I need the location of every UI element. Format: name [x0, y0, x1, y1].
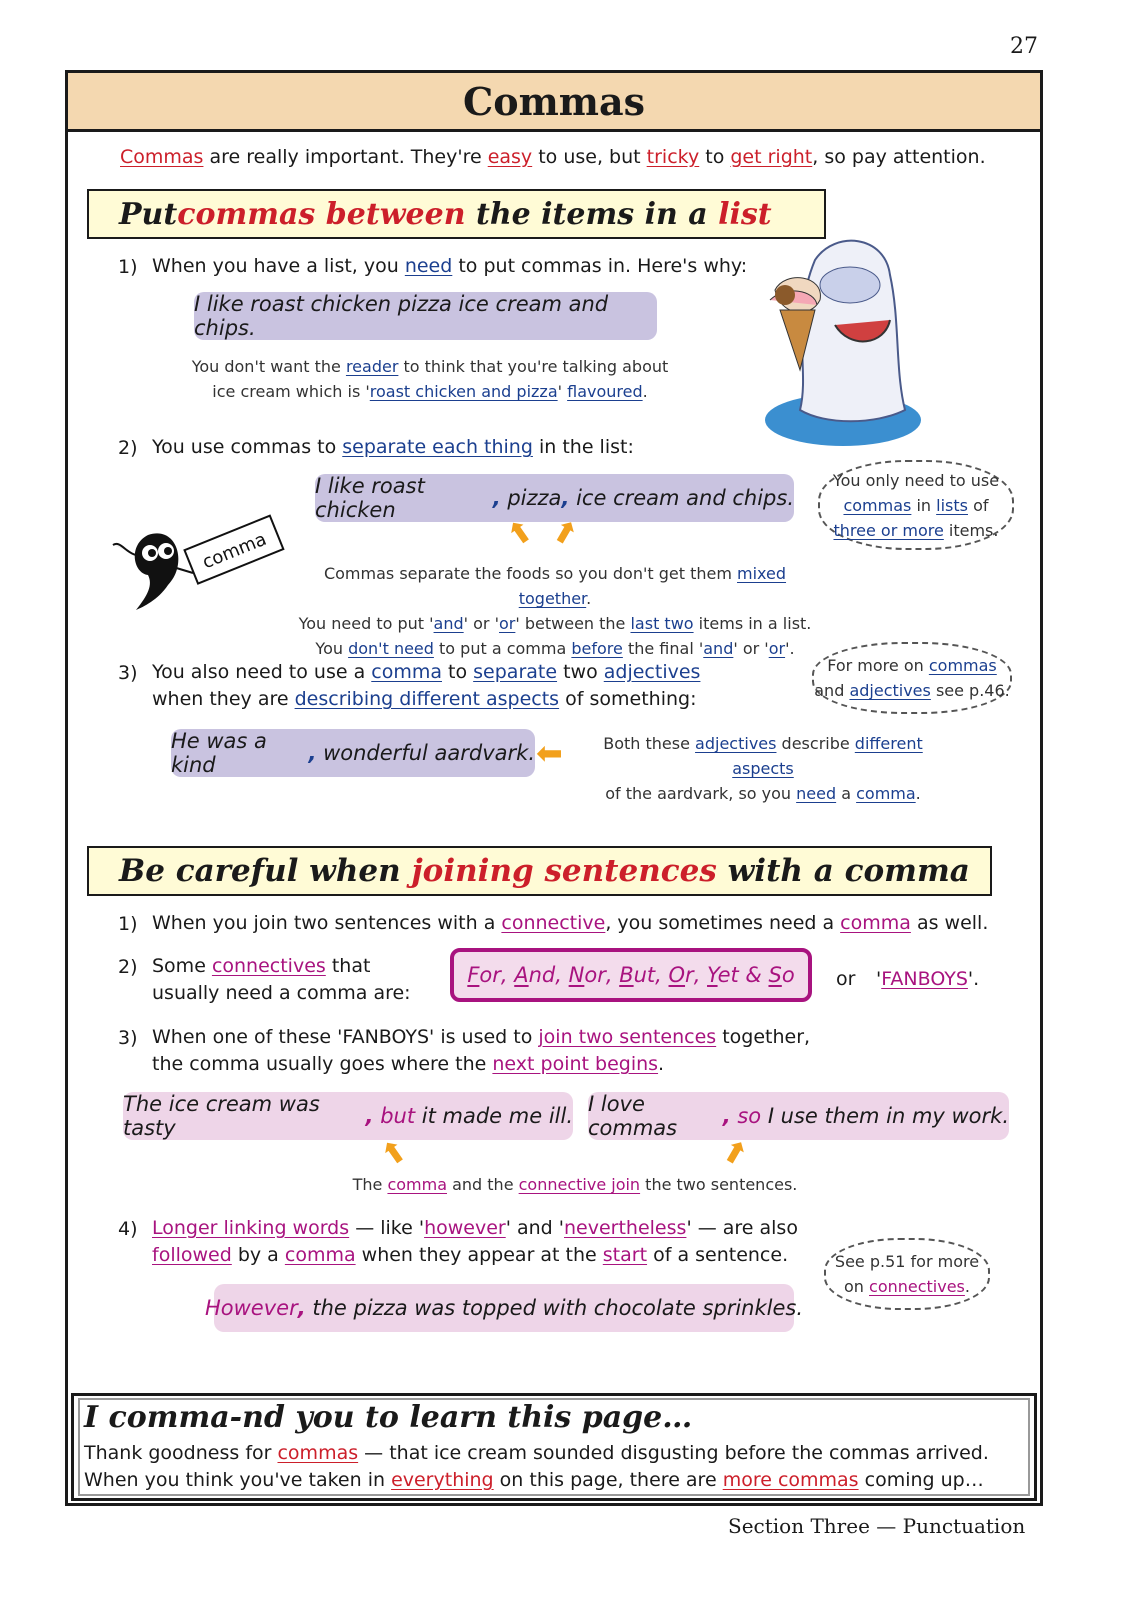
fan-rest: or	[479, 963, 501, 987]
f1-commas: commas	[277, 1442, 359, 1464]
h2-b: joining sentences	[411, 853, 717, 889]
fan-initial: O	[668, 963, 686, 987]
s2p3-a: When one of these 'FANBOYS' is used to	[152, 1026, 539, 1048]
b2-commas: commas	[928, 656, 997, 675]
s1p3-e: two	[557, 661, 604, 683]
sn-comma: comma	[387, 1175, 447, 1194]
n3-i: .	[915, 784, 921, 803]
n2-and2: and	[703, 639, 734, 658]
n3-a: Both these	[603, 734, 696, 753]
n3-g: a	[836, 784, 857, 803]
s2-point1-number: 1)	[118, 913, 138, 935]
fan-rest: ut	[633, 963, 656, 987]
intro-t3: to	[699, 146, 731, 168]
n2-l1c: .	[586, 589, 592, 608]
fan-initial: S	[768, 963, 782, 987]
sx3-comma: ,	[297, 1296, 306, 1320]
s2p4-f: ' — are also	[686, 1217, 798, 1239]
n1-d: ice cream which is '	[212, 382, 370, 401]
intro-t2: to use, but	[532, 146, 647, 168]
n2-mixed: mixed together	[518, 564, 787, 608]
fanboys-label	[876, 966, 979, 993]
n3-need: need	[796, 784, 837, 803]
b3-connectives: connectives	[869, 1277, 965, 1296]
n3-different: different aspects	[732, 734, 923, 778]
n2-or2: or	[768, 639, 786, 658]
b2-adjectives: adjectives	[849, 681, 931, 700]
f1-c: — that ice cream sounded disgusting before the commas arrived.	[358, 1442, 989, 1464]
fan-rest: r	[685, 963, 694, 987]
n2-l3e: the final '	[622, 639, 704, 658]
fanboy-or	[669, 963, 694, 987]
tip-burst-three-or-more	[818, 460, 1014, 550]
intro-commas: Commas	[120, 146, 204, 168]
fanboy-and	[514, 963, 555, 987]
fan-initial: B	[619, 963, 634, 987]
s2-point3-text	[152, 1024, 810, 1078]
n2-l1a: Commas separate the foods so you don't get them	[323, 564, 738, 583]
s2p1-connective: connective	[501, 912, 606, 934]
note-adjectives	[585, 731, 941, 806]
intro-get-right: get right	[730, 146, 813, 168]
s2p4-however: however	[424, 1217, 506, 1239]
h1-a: Put	[119, 196, 178, 232]
tip-burst-see-p46	[812, 642, 1012, 714]
section-heading-lists	[87, 189, 826, 239]
s2p1-c: , you sometimes need a	[605, 912, 841, 934]
fan-initial: Y	[707, 963, 718, 987]
s1-point2-number: 2)	[118, 437, 138, 459]
fanboy-nor	[569, 963, 606, 987]
ex2-comma2: ,	[561, 486, 570, 510]
n2-l2e: ' between the	[515, 614, 631, 633]
s2-point2-text	[152, 953, 411, 1007]
s1p3-i: of something:	[559, 688, 697, 710]
fan-initial: N	[568, 963, 585, 987]
arrow-icon: ⬆	[374, 1131, 415, 1176]
example-so	[588, 1092, 1009, 1140]
s1p3-a: You also need to use a	[152, 661, 372, 683]
b1-lists: lists	[936, 495, 968, 515]
n1-rcp: roast chicken and pizza	[369, 382, 558, 401]
or-word: or	[836, 968, 856, 990]
example-list-no-commas: I like roast chicken pizza ice cream and chips.	[194, 292, 657, 340]
f2-more: more commas	[722, 1469, 859, 1491]
n2-l3c: to put a comma	[433, 639, 572, 658]
intro-t4: , so pay attention.	[812, 146, 986, 168]
s1p3-adjectives: adjectives	[603, 661, 701, 683]
arrow-icon: ⬆	[544, 512, 585, 555]
b3-a: See p.51 for more	[834, 1252, 980, 1271]
n1-c: to think that you're talking about	[398, 357, 669, 376]
s1p1-need: need	[404, 255, 453, 277]
s1-point1-text	[152, 253, 747, 280]
sn-e: the two sentences.	[640, 1175, 798, 1194]
n1-f: '	[557, 382, 568, 401]
section-label: Section Three — Punctuation	[728, 1514, 1026, 1538]
sn-join: connective join	[518, 1175, 641, 1194]
n2-dont-need: don't need	[348, 639, 434, 658]
b2-e: see p.46.	[930, 681, 1010, 700]
s2-point3-number: 3)	[118, 1027, 138, 1049]
summary-title: I comma-nd you to learn this page…	[84, 1400, 693, 1435]
sx1-but: but	[373, 1104, 416, 1128]
n2-and: and	[433, 614, 464, 633]
intro-tricky: tricky	[646, 146, 700, 168]
b1-commas: commas	[843, 495, 912, 515]
s1-point3-text	[152, 659, 700, 713]
arrow-icon: ⬅	[536, 734, 563, 772]
fan-rest: nd	[528, 963, 556, 987]
s2p4-b: — like '	[349, 1217, 425, 1239]
b1-a: You only need to use	[832, 470, 1000, 490]
ex3-comma: ,	[308, 741, 317, 765]
sx1-comma: ,	[365, 1104, 374, 1128]
sx3-however: However	[204, 1296, 298, 1320]
b1-three: three or more	[833, 520, 944, 540]
h2-c: with a comma	[716, 853, 970, 889]
s2p2-connectives: connectives	[211, 955, 326, 977]
n1-flavoured: flavoured	[567, 382, 643, 401]
s1p3-g: when they are	[152, 688, 295, 710]
s2p2-a: Some	[152, 955, 212, 977]
arrow-icon: ⬆	[714, 1132, 755, 1175]
arrow-icon: ⬆	[500, 511, 541, 556]
s2p1-a: When you join two sentences with a	[152, 912, 502, 934]
n1-reader: reader	[345, 357, 399, 376]
s1p3-separate: separate	[473, 661, 558, 683]
s2-point1-text	[152, 910, 988, 937]
n3-comma: comma	[856, 784, 916, 803]
s2p2-c: that	[325, 955, 371, 977]
n2-last-two: last two	[630, 614, 694, 633]
s2p4-followed: followed	[152, 1244, 232, 1266]
fanboy-so	[768, 963, 794, 987]
b2-c: and	[814, 681, 850, 700]
s2-point2-number: 2)	[118, 956, 138, 978]
s2p4-longer: Longer linking words	[152, 1217, 350, 1239]
s1p3-comma: comma	[371, 661, 442, 683]
sn-a: The	[352, 1175, 388, 1194]
summary-line-2	[84, 1469, 984, 1491]
section-heading-joining	[87, 846, 992, 896]
s1p2-separate: separate each thing	[342, 436, 533, 458]
b2-a: For more on	[827, 656, 929, 675]
h1-d: list	[718, 196, 772, 232]
s2p1-e: as well.	[910, 912, 989, 934]
n2-or: or	[499, 614, 516, 633]
n3-adjectives: adjectives	[695, 734, 777, 753]
b1-e: of	[967, 495, 989, 515]
n2-before: before	[571, 639, 623, 658]
note-commas-separate	[290, 561, 820, 661]
s2p3-join: join two sentences	[538, 1026, 717, 1048]
fan-initial: A	[514, 963, 529, 987]
s2p4-start: start	[602, 1244, 648, 1266]
ex3-b: wonderful aardvark.	[316, 741, 535, 765]
s2p3-d: the comma usually goes where the	[152, 1053, 493, 1075]
f2-everything: everything	[391, 1469, 494, 1491]
sx3-b: the pizza was topped with chocolate sprinkles.	[305, 1296, 804, 1320]
sx2-a: I love commas	[588, 1092, 678, 1140]
s2p3-next: next point begins	[492, 1053, 659, 1075]
n2-l2a: You need to put '	[298, 614, 434, 633]
s2p4-h: by a	[231, 1244, 285, 1266]
s2p2-d: usually need a comma are:	[152, 982, 411, 1004]
example-however	[204, 1284, 804, 1332]
intro-text	[120, 146, 986, 168]
fan-rest: et	[717, 963, 739, 987]
intro-easy: easy	[487, 146, 533, 168]
summary-line-1	[84, 1442, 989, 1464]
sx2-d: I use them in my work.	[761, 1104, 1009, 1128]
s2p4-j: when they appear at the	[355, 1244, 603, 1266]
example-but	[123, 1092, 573, 1140]
s2p4-comma: comma	[284, 1244, 356, 1266]
b1-g: items.	[943, 520, 999, 540]
s2p4-d: ' and '	[505, 1217, 564, 1239]
fan-rest: o	[781, 963, 795, 987]
b1-c: in	[911, 495, 937, 515]
s2p1-comma: comma	[840, 912, 911, 934]
note-comma-connective	[340, 1172, 810, 1197]
s1p2-a: You use commas to	[152, 436, 343, 458]
sx1-d: it made me ill.	[415, 1104, 573, 1128]
s1p3-c: to	[442, 661, 474, 683]
s1-point3-number: 3)	[118, 662, 138, 684]
intro-t1: are really important. They're	[203, 146, 488, 168]
s2p4-nevertheless: nevertheless	[564, 1217, 687, 1239]
page-title: Commas	[68, 73, 1040, 132]
tip-burst-see-p51	[824, 1238, 990, 1310]
n3-e: of the aardvark, so you	[605, 784, 797, 803]
ex2-a: I like roast chicken	[315, 474, 425, 522]
h1-c: the items in a	[465, 196, 719, 232]
ice-cream-ghost-illustration	[755, 230, 930, 455]
h1-b: commas between	[177, 196, 466, 232]
s1p1-c: to put commas in. Here's why:	[452, 255, 748, 277]
s2-point4-text	[152, 1215, 798, 1269]
s2-point4-number: 4)	[118, 1218, 138, 1240]
s1-point1-number: 1)	[118, 256, 138, 278]
n2-l2g: items in a list.	[693, 614, 812, 633]
fanboys-list: For , And , Nor , But , Or , Yet & So	[450, 948, 812, 1002]
ex3-a: He was a kind	[171, 729, 267, 777]
sx2-so: so	[730, 1104, 762, 1128]
n2-l3a: You	[315, 639, 349, 658]
fb-q2: '.	[967, 968, 980, 990]
example-adjectives	[171, 729, 535, 777]
fanboy-for	[467, 963, 501, 987]
s1p1-a: When you have a list, you	[152, 255, 405, 277]
sx1-a: The ice cream was tasty	[123, 1092, 320, 1140]
page-number: 27	[1010, 34, 1038, 59]
ex2-b: pizza	[500, 486, 562, 510]
fan-rest: or	[584, 963, 606, 987]
fb-q1: '	[876, 968, 882, 990]
s2p3-f: .	[658, 1053, 665, 1075]
n1-h: .	[642, 382, 648, 401]
f2-a: When you think you've taken in	[84, 1469, 392, 1491]
s1-point2-text	[152, 434, 634, 461]
f2-c: on this page, there are	[493, 1469, 723, 1491]
fanboy-yet	[707, 963, 739, 987]
note-reader	[190, 354, 670, 404]
b3-d: .	[964, 1277, 970, 1296]
h2-a: Be careful when	[119, 853, 412, 889]
b3-b: on	[844, 1277, 870, 1296]
n3-c: describe	[776, 734, 855, 753]
s1p3-describing: describing different aspects	[294, 688, 560, 710]
sn-c: and the	[447, 1175, 519, 1194]
example-list-with-commas	[315, 474, 794, 522]
s2p3-c: together,	[716, 1026, 811, 1048]
n1-a: You don't want the	[191, 357, 346, 376]
fanboy-but	[619, 963, 655, 987]
s1p2-c: in the list:	[532, 436, 634, 458]
ex2-comma1: ,	[492, 486, 501, 510]
f2-e: coming up…	[858, 1469, 984, 1491]
f1-a: Thank goodness for	[84, 1442, 278, 1464]
fb-word: FANBOYS	[881, 968, 968, 990]
n2-l2c: ' or '	[463, 614, 499, 633]
fan-initial: F	[467, 963, 480, 987]
sx2-comma: ,	[722, 1104, 731, 1128]
s2p4-l: of a sentence.	[647, 1244, 789, 1266]
comma-character-illustration	[108, 505, 288, 615]
comma-sign-text: comma	[199, 528, 270, 574]
n2-l3g: ' or '	[733, 639, 769, 658]
n2-l3i: '.	[785, 639, 795, 658]
ex2-d: ice cream and chips.	[569, 486, 794, 510]
